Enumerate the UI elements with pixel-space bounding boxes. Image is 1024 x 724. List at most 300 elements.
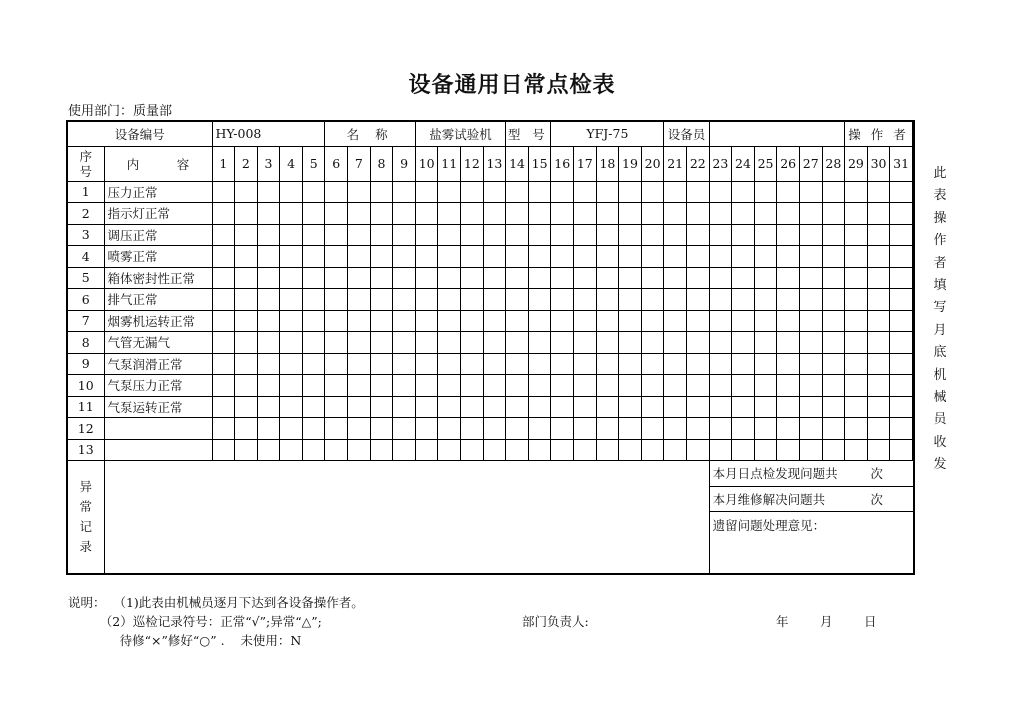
check-cell[interactable] xyxy=(732,267,755,289)
check-cell[interactable] xyxy=(574,418,597,440)
check-cell[interactable] xyxy=(596,396,619,418)
check-cell[interactable] xyxy=(393,246,416,268)
check-cell[interactable] xyxy=(686,181,709,203)
check-cell[interactable] xyxy=(845,353,868,375)
check-cell[interactable] xyxy=(370,332,393,354)
check-cell[interactable] xyxy=(664,439,687,461)
check-cell[interactable] xyxy=(302,310,325,332)
check-cell[interactable] xyxy=(348,418,371,440)
check-cell[interactable] xyxy=(890,418,913,440)
check-cell[interactable] xyxy=(438,396,461,418)
check-cell[interactable] xyxy=(348,353,371,375)
check-cell[interactable] xyxy=(709,332,732,354)
check-cell[interactable] xyxy=(754,310,777,332)
check-cell[interactable] xyxy=(822,181,845,203)
check-cell[interactable] xyxy=(438,203,461,225)
check-cell[interactable] xyxy=(393,224,416,246)
check-cell[interactable] xyxy=(257,246,280,268)
check-cell[interactable] xyxy=(212,246,235,268)
check-cell[interactable] xyxy=(551,375,574,397)
check-cell[interactable] xyxy=(461,332,484,354)
check-cell[interactable] xyxy=(506,396,529,418)
check-cell[interactable] xyxy=(686,418,709,440)
check-cell[interactable] xyxy=(257,332,280,354)
check-cell[interactable] xyxy=(709,439,732,461)
check-cell[interactable] xyxy=(709,267,732,289)
check-cell[interactable] xyxy=(777,375,800,397)
check-cell[interactable] xyxy=(483,353,506,375)
check-cell[interactable] xyxy=(867,224,890,246)
solved-count-row[interactable]: 本月维修解决问题共 次 xyxy=(710,486,913,511)
check-cell[interactable] xyxy=(664,203,687,225)
check-cell[interactable] xyxy=(483,289,506,311)
check-cell[interactable] xyxy=(551,246,574,268)
check-cell[interactable] xyxy=(257,439,280,461)
check-cell[interactable] xyxy=(551,224,574,246)
check-cell[interactable] xyxy=(845,418,868,440)
check-cell[interactable] xyxy=(686,246,709,268)
check-cell[interactable] xyxy=(574,289,597,311)
check-cell[interactable] xyxy=(461,203,484,225)
check-cell[interactable] xyxy=(867,353,890,375)
check-cell[interactable] xyxy=(483,418,506,440)
check-cell[interactable] xyxy=(438,418,461,440)
check-cell[interactable] xyxy=(280,181,303,203)
check-cell[interactable] xyxy=(551,267,574,289)
check-cell[interactable] xyxy=(641,418,664,440)
check-cell[interactable] xyxy=(483,396,506,418)
check-cell[interactable] xyxy=(777,439,800,461)
check-cell[interactable] xyxy=(709,375,732,397)
check-cell[interactable] xyxy=(370,375,393,397)
check-cell[interactable] xyxy=(506,418,529,440)
check-cell[interactable] xyxy=(709,203,732,225)
check-cell[interactable] xyxy=(754,267,777,289)
check-cell[interactable] xyxy=(777,396,800,418)
check-cell[interactable] xyxy=(799,375,822,397)
check-cell[interactable] xyxy=(302,418,325,440)
check-cell[interactable] xyxy=(732,289,755,311)
check-cell[interactable] xyxy=(574,439,597,461)
check-cell[interactable] xyxy=(551,181,574,203)
check-cell[interactable] xyxy=(235,310,258,332)
check-cell[interactable] xyxy=(890,289,913,311)
check-cell[interactable] xyxy=(574,375,597,397)
check-cell[interactable] xyxy=(438,353,461,375)
check-cell[interactable] xyxy=(574,181,597,203)
check-cell[interactable] xyxy=(257,267,280,289)
check-cell[interactable] xyxy=(574,332,597,354)
check-cell[interactable] xyxy=(732,439,755,461)
check-cell[interactable] xyxy=(506,332,529,354)
check-cell[interactable] xyxy=(754,396,777,418)
check-cell[interactable] xyxy=(822,310,845,332)
check-cell[interactable] xyxy=(777,181,800,203)
check-cell[interactable] xyxy=(867,439,890,461)
check-cell[interactable] xyxy=(596,332,619,354)
check-cell[interactable] xyxy=(777,418,800,440)
check-cell[interactable] xyxy=(799,224,822,246)
check-cell[interactable] xyxy=(235,224,258,246)
check-cell[interactable] xyxy=(574,267,597,289)
check-cell[interactable] xyxy=(641,267,664,289)
check-cell[interactable] xyxy=(551,439,574,461)
check-cell[interactable] xyxy=(483,375,506,397)
check-cell[interactable] xyxy=(325,203,348,225)
check-cell[interactable] xyxy=(754,418,777,440)
check-cell[interactable] xyxy=(506,224,529,246)
check-cell[interactable] xyxy=(574,353,597,375)
check-cell[interactable] xyxy=(754,353,777,375)
check-cell[interactable] xyxy=(890,375,913,397)
check-cell[interactable] xyxy=(664,267,687,289)
check-cell[interactable] xyxy=(257,203,280,225)
check-cell[interactable] xyxy=(415,267,438,289)
check-cell[interactable] xyxy=(280,375,303,397)
check-cell[interactable] xyxy=(890,310,913,332)
check-cell[interactable] xyxy=(777,310,800,332)
check-cell[interactable] xyxy=(732,181,755,203)
check-cell[interactable] xyxy=(438,267,461,289)
check-cell[interactable] xyxy=(619,289,642,311)
check-cell[interactable] xyxy=(348,246,371,268)
check-cell[interactable] xyxy=(574,396,597,418)
check-cell[interactable] xyxy=(302,353,325,375)
check-cell[interactable] xyxy=(664,246,687,268)
check-cell[interactable] xyxy=(619,203,642,225)
check-cell[interactable] xyxy=(551,418,574,440)
check-cell[interactable] xyxy=(415,418,438,440)
check-cell[interactable] xyxy=(370,224,393,246)
check-cell[interactable] xyxy=(822,439,845,461)
operator-value[interactable] xyxy=(912,121,914,146)
check-cell[interactable] xyxy=(641,203,664,225)
check-cell[interactable] xyxy=(619,310,642,332)
check-cell[interactable] xyxy=(438,375,461,397)
check-cell[interactable] xyxy=(732,203,755,225)
check-cell[interactable] xyxy=(709,289,732,311)
check-cell[interactable] xyxy=(799,181,822,203)
check-cell[interactable] xyxy=(348,396,371,418)
check-cell[interactable] xyxy=(302,267,325,289)
check-cell[interactable] xyxy=(777,267,800,289)
check-cell[interactable] xyxy=(686,353,709,375)
check-cell[interactable] xyxy=(686,332,709,354)
check-cell[interactable] xyxy=(370,353,393,375)
check-cell[interactable] xyxy=(754,375,777,397)
check-cell[interactable] xyxy=(370,439,393,461)
check-cell[interactable] xyxy=(483,246,506,268)
check-cell[interactable] xyxy=(415,246,438,268)
check-cell[interactable] xyxy=(574,203,597,225)
check-cell[interactable] xyxy=(483,439,506,461)
check-cell[interactable] xyxy=(822,375,845,397)
check-cell[interactable] xyxy=(212,224,235,246)
check-cell[interactable] xyxy=(461,375,484,397)
check-cell[interactable] xyxy=(890,224,913,246)
check-cell[interactable] xyxy=(325,310,348,332)
check-cell[interactable] xyxy=(461,289,484,311)
check-cell[interactable] xyxy=(483,181,506,203)
check-cell[interactable] xyxy=(867,310,890,332)
check-cell[interactable] xyxy=(393,267,416,289)
check-cell[interactable] xyxy=(415,289,438,311)
check-cell[interactable] xyxy=(393,439,416,461)
check-cell[interactable] xyxy=(393,375,416,397)
check-cell[interactable] xyxy=(596,246,619,268)
check-cell[interactable] xyxy=(686,224,709,246)
check-cell[interactable] xyxy=(528,396,551,418)
check-cell[interactable] xyxy=(664,332,687,354)
check-cell[interactable] xyxy=(257,418,280,440)
check-cell[interactable] xyxy=(393,289,416,311)
check-cell[interactable] xyxy=(619,439,642,461)
check-cell[interactable] xyxy=(686,375,709,397)
check-cell[interactable] xyxy=(280,289,303,311)
check-cell[interactable] xyxy=(709,181,732,203)
check-cell[interactable] xyxy=(506,181,529,203)
check-cell[interactable] xyxy=(506,203,529,225)
check-cell[interactable] xyxy=(596,439,619,461)
check-cell[interactable] xyxy=(280,418,303,440)
check-cell[interactable] xyxy=(799,353,822,375)
check-cell[interactable] xyxy=(822,353,845,375)
check-cell[interactable] xyxy=(415,375,438,397)
check-cell[interactable] xyxy=(641,181,664,203)
check-cell[interactable] xyxy=(867,246,890,268)
check-cell[interactable] xyxy=(754,289,777,311)
check-cell[interactable] xyxy=(325,396,348,418)
check-cell[interactable] xyxy=(867,375,890,397)
check-cell[interactable] xyxy=(822,246,845,268)
check-cell[interactable] xyxy=(641,375,664,397)
check-cell[interactable] xyxy=(686,289,709,311)
check-cell[interactable] xyxy=(302,375,325,397)
check-cell[interactable] xyxy=(799,418,822,440)
check-cell[interactable] xyxy=(280,267,303,289)
check-cell[interactable] xyxy=(664,353,687,375)
check-cell[interactable] xyxy=(822,224,845,246)
check-cell[interactable] xyxy=(370,203,393,225)
check-cell[interactable] xyxy=(777,289,800,311)
check-cell[interactable] xyxy=(641,353,664,375)
check-cell[interactable] xyxy=(212,332,235,354)
check-cell[interactable] xyxy=(619,353,642,375)
check-cell[interactable] xyxy=(393,332,416,354)
check-cell[interactable] xyxy=(483,267,506,289)
check-cell[interactable] xyxy=(732,396,755,418)
check-cell[interactable] xyxy=(890,396,913,418)
check-cell[interactable] xyxy=(664,375,687,397)
check-cell[interactable] xyxy=(438,439,461,461)
check-cell[interactable] xyxy=(596,289,619,311)
check-cell[interactable] xyxy=(415,181,438,203)
check-cell[interactable] xyxy=(867,396,890,418)
check-cell[interactable] xyxy=(619,181,642,203)
check-cell[interactable] xyxy=(325,353,348,375)
check-cell[interactable] xyxy=(551,310,574,332)
check-cell[interactable] xyxy=(641,289,664,311)
check-cell[interactable] xyxy=(867,289,890,311)
check-cell[interactable] xyxy=(235,418,258,440)
check-cell[interactable] xyxy=(483,203,506,225)
found-count-row[interactable]: 本月日点检发现问题共 次 xyxy=(710,461,913,486)
check-cell[interactable] xyxy=(709,418,732,440)
check-cell[interactable] xyxy=(528,353,551,375)
check-cell[interactable] xyxy=(393,203,416,225)
check-cell[interactable] xyxy=(370,418,393,440)
check-cell[interactable] xyxy=(664,289,687,311)
check-cell[interactable] xyxy=(867,203,890,225)
check-cell[interactable] xyxy=(415,439,438,461)
check-cell[interactable] xyxy=(822,203,845,225)
check-cell[interactable] xyxy=(483,310,506,332)
check-cell[interactable] xyxy=(235,181,258,203)
check-cell[interactable] xyxy=(302,203,325,225)
check-cell[interactable] xyxy=(506,310,529,332)
check-cell[interactable] xyxy=(596,353,619,375)
check-cell[interactable] xyxy=(348,332,371,354)
check-cell[interactable] xyxy=(280,203,303,225)
check-cell[interactable] xyxy=(777,332,800,354)
check-cell[interactable] xyxy=(280,246,303,268)
check-cell[interactable] xyxy=(370,267,393,289)
check-cell[interactable] xyxy=(461,181,484,203)
check-cell[interactable] xyxy=(325,418,348,440)
check-cell[interactable] xyxy=(506,439,529,461)
remaining-issues[interactable]: 遗留问题处理意见： xyxy=(712,517,826,533)
check-cell[interactable] xyxy=(280,224,303,246)
check-cell[interactable] xyxy=(732,418,755,440)
check-cell[interactable] xyxy=(235,375,258,397)
check-cell[interactable] xyxy=(461,246,484,268)
check-cell[interactable] xyxy=(302,439,325,461)
check-cell[interactable] xyxy=(257,310,280,332)
check-cell[interactable] xyxy=(370,310,393,332)
check-cell[interactable] xyxy=(302,246,325,268)
check-cell[interactable] xyxy=(686,396,709,418)
check-cell[interactable] xyxy=(732,224,755,246)
check-cell[interactable] xyxy=(890,246,913,268)
check-cell[interactable] xyxy=(506,246,529,268)
check-cell[interactable] xyxy=(845,203,868,225)
check-cell[interactable] xyxy=(393,353,416,375)
check-cell[interactable] xyxy=(506,267,529,289)
check-cell[interactable] xyxy=(799,289,822,311)
check-cell[interactable] xyxy=(528,267,551,289)
check-cell[interactable] xyxy=(754,224,777,246)
check-cell[interactable] xyxy=(709,246,732,268)
check-cell[interactable] xyxy=(619,246,642,268)
check-cell[interactable] xyxy=(235,267,258,289)
check-cell[interactable] xyxy=(438,181,461,203)
check-cell[interactable] xyxy=(777,246,800,268)
check-cell[interactable] xyxy=(302,332,325,354)
check-cell[interactable] xyxy=(867,267,890,289)
check-cell[interactable] xyxy=(799,310,822,332)
check-cell[interactable] xyxy=(325,246,348,268)
check-cell[interactable] xyxy=(822,267,845,289)
equip-no-value[interactable]: HY-008 xyxy=(212,121,325,146)
check-cell[interactable] xyxy=(845,396,868,418)
check-cell[interactable] xyxy=(212,418,235,440)
check-cell[interactable] xyxy=(506,289,529,311)
staff-value[interactable] xyxy=(709,121,845,146)
check-cell[interactable] xyxy=(348,310,371,332)
check-cell[interactable] xyxy=(528,439,551,461)
check-cell[interactable] xyxy=(641,246,664,268)
check-cell[interactable] xyxy=(348,267,371,289)
check-cell[interactable] xyxy=(280,332,303,354)
check-cell[interactable] xyxy=(732,353,755,375)
check-cell[interactable] xyxy=(438,310,461,332)
check-cell[interactable] xyxy=(754,181,777,203)
check-cell[interactable] xyxy=(461,310,484,332)
check-cell[interactable] xyxy=(641,332,664,354)
check-cell[interactable] xyxy=(845,375,868,397)
check-cell[interactable] xyxy=(641,224,664,246)
check-cell[interactable] xyxy=(393,396,416,418)
check-cell[interactable] xyxy=(438,224,461,246)
check-cell[interactable] xyxy=(709,224,732,246)
check-cell[interactable] xyxy=(528,246,551,268)
check-cell[interactable] xyxy=(867,332,890,354)
check-cell[interactable] xyxy=(619,332,642,354)
check-cell[interactable] xyxy=(212,203,235,225)
check-cell[interactable] xyxy=(235,289,258,311)
check-cell[interactable] xyxy=(799,439,822,461)
abnormal-notes-area[interactable] xyxy=(104,461,709,574)
check-cell[interactable] xyxy=(596,203,619,225)
check-cell[interactable] xyxy=(845,289,868,311)
check-cell[interactable] xyxy=(822,332,845,354)
check-cell[interactable] xyxy=(438,289,461,311)
check-cell[interactable] xyxy=(325,224,348,246)
check-cell[interactable] xyxy=(799,332,822,354)
check-cell[interactable] xyxy=(709,396,732,418)
check-cell[interactable] xyxy=(890,181,913,203)
check-cell[interactable] xyxy=(686,267,709,289)
check-cell[interactable] xyxy=(461,396,484,418)
check-cell[interactable] xyxy=(551,353,574,375)
check-cell[interactable] xyxy=(777,203,800,225)
check-cell[interactable] xyxy=(777,353,800,375)
check-cell[interactable] xyxy=(596,375,619,397)
check-cell[interactable] xyxy=(280,353,303,375)
check-cell[interactable] xyxy=(257,353,280,375)
check-cell[interactable] xyxy=(415,353,438,375)
check-cell[interactable] xyxy=(325,332,348,354)
check-cell[interactable] xyxy=(325,267,348,289)
check-cell[interactable] xyxy=(302,289,325,311)
check-cell[interactable] xyxy=(686,203,709,225)
check-cell[interactable] xyxy=(845,246,868,268)
check-cell[interactable] xyxy=(686,439,709,461)
check-cell[interactable] xyxy=(845,332,868,354)
check-cell[interactable] xyxy=(257,289,280,311)
check-cell[interactable] xyxy=(890,267,913,289)
check-cell[interactable] xyxy=(528,289,551,311)
check-cell[interactable] xyxy=(302,396,325,418)
check-cell[interactable] xyxy=(686,310,709,332)
check-cell[interactable] xyxy=(799,203,822,225)
check-cell[interactable] xyxy=(732,332,755,354)
check-cell[interactable] xyxy=(348,439,371,461)
check-cell[interactable] xyxy=(619,396,642,418)
check-cell[interactable] xyxy=(528,332,551,354)
check-cell[interactable] xyxy=(438,246,461,268)
check-cell[interactable] xyxy=(528,224,551,246)
